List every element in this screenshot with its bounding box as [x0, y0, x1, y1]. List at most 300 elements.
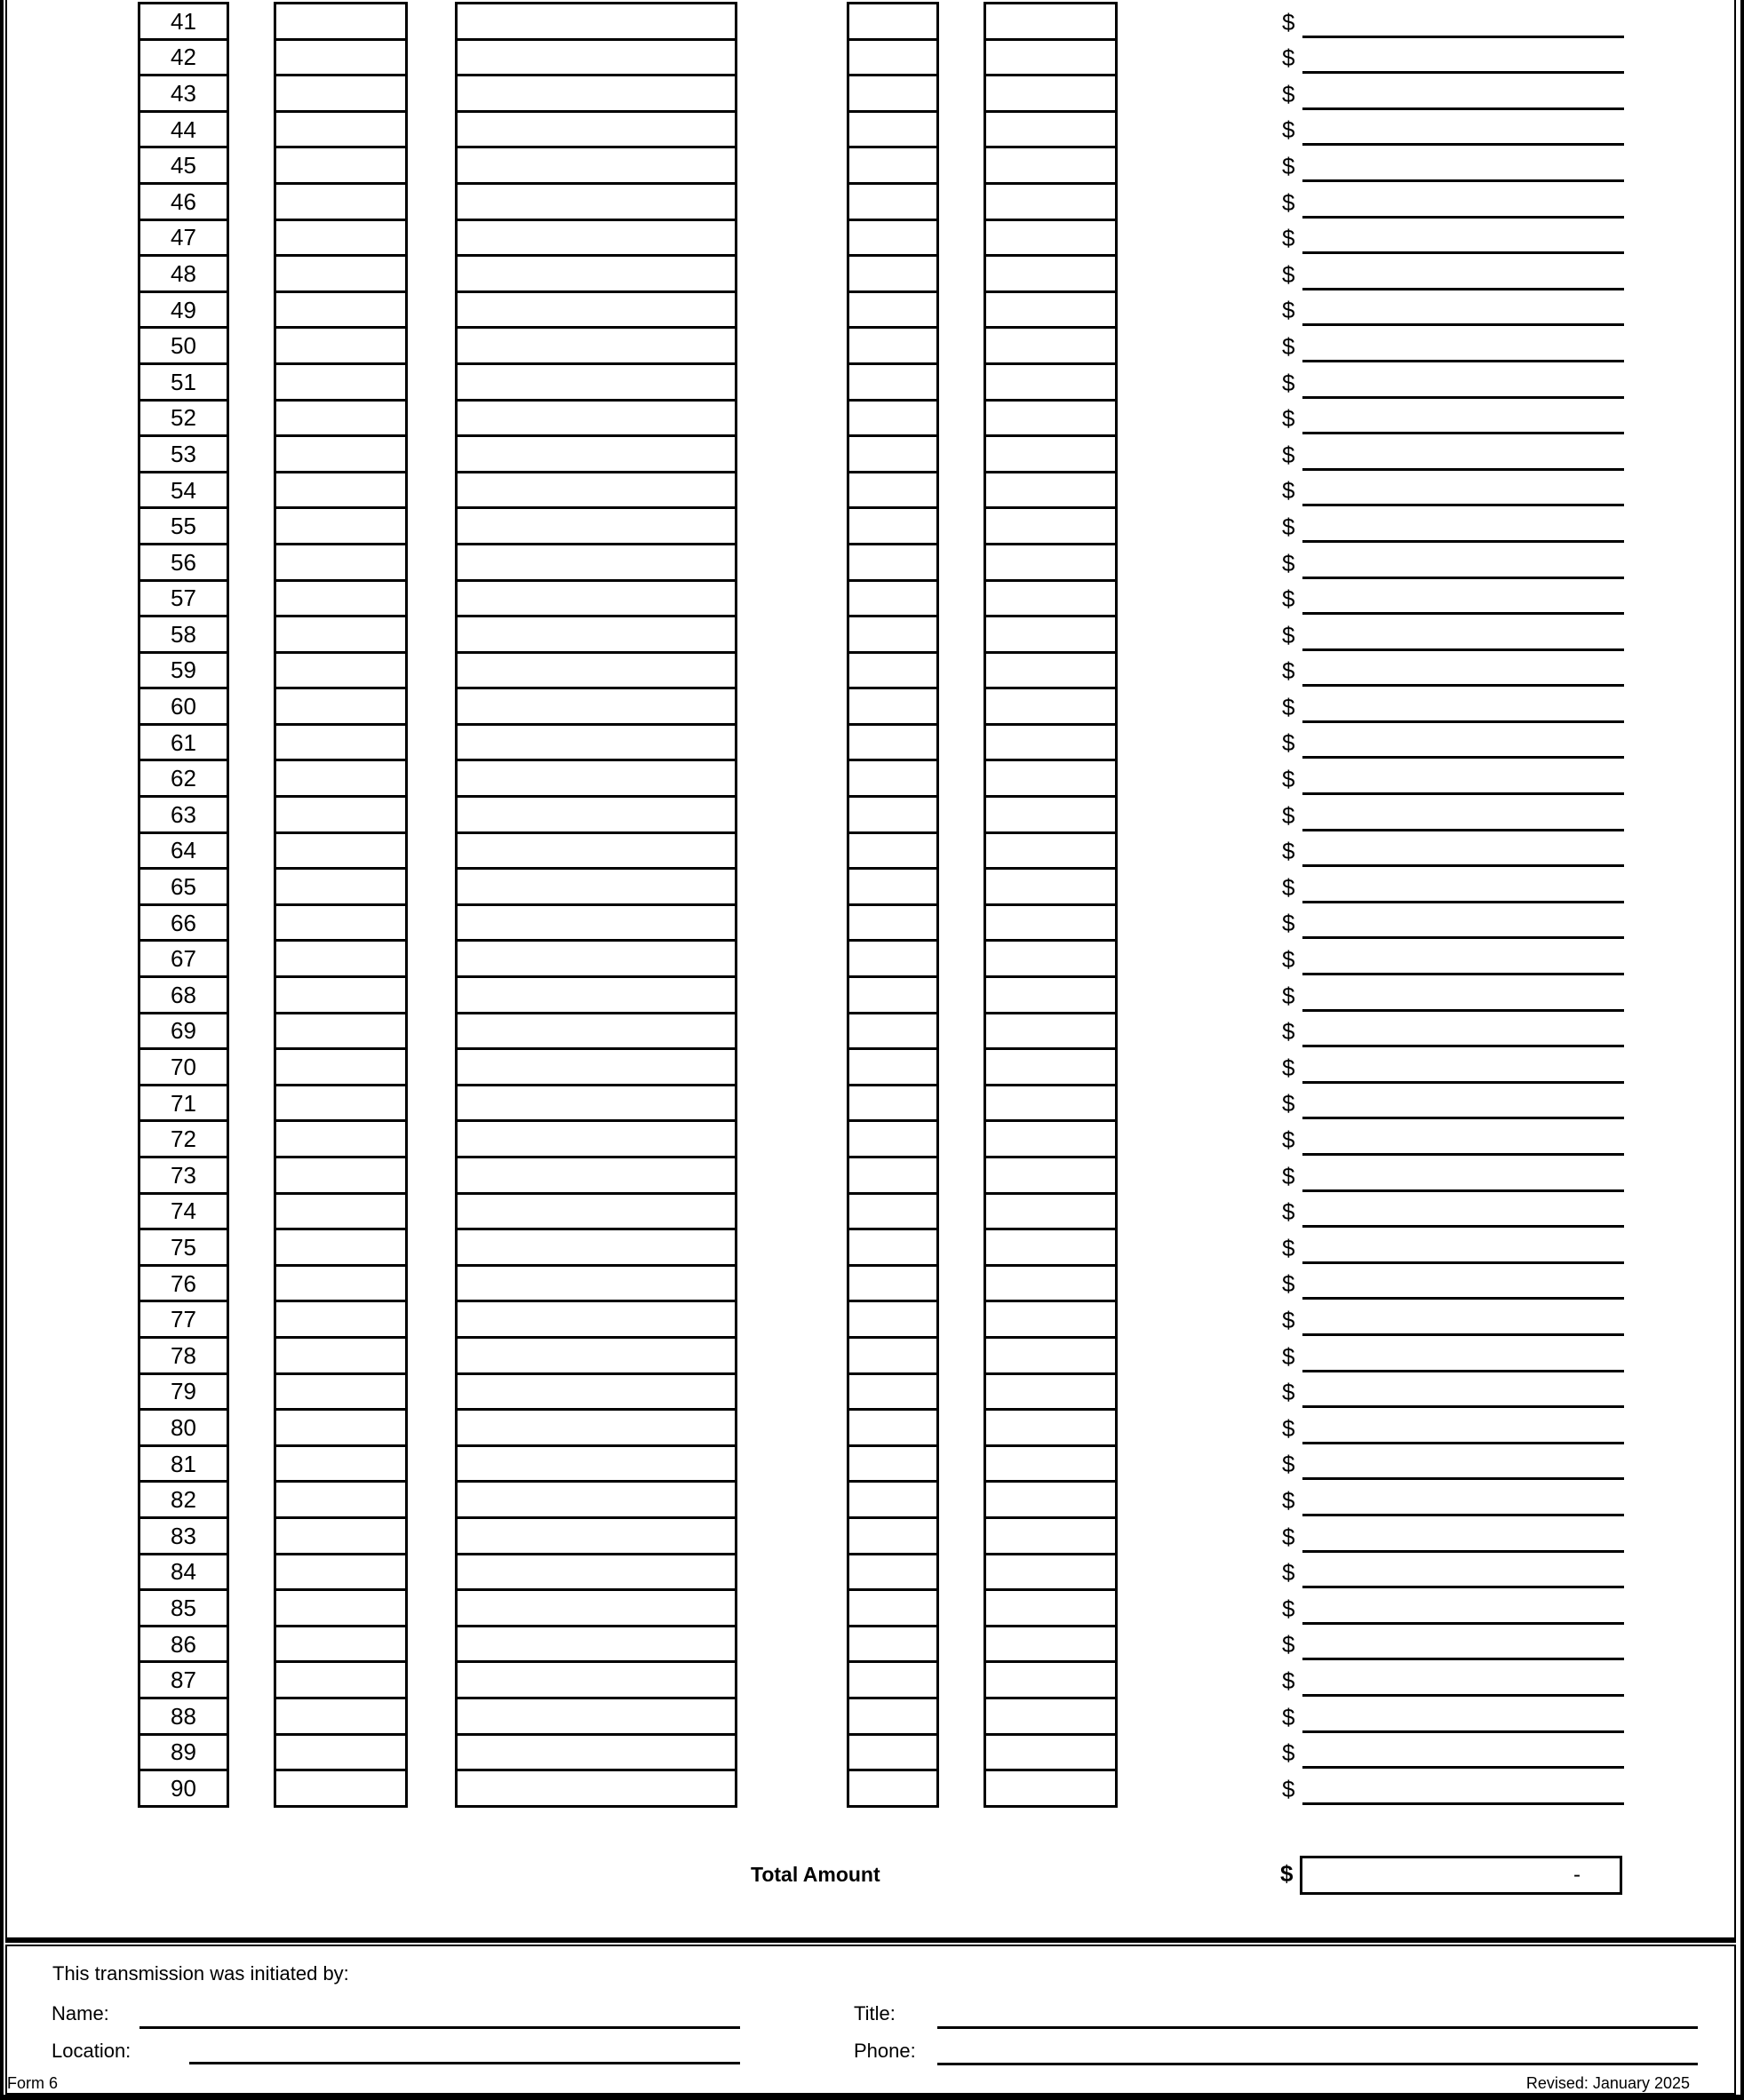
entry-cell[interactable]	[458, 1663, 735, 1699]
entry-cell[interactable]	[276, 293, 405, 330]
entry-cell[interactable]	[849, 113, 936, 149]
entry-cell[interactable]	[458, 1771, 735, 1808]
entry-column-4	[983, 2, 1118, 1808]
entry-cell[interactable]	[986, 1014, 1115, 1051]
entry-cell[interactable]	[849, 1267, 936, 1303]
row-number-cell: 57	[140, 582, 227, 618]
entry-cell[interactable]	[458, 1699, 735, 1736]
row-number-cell: 67	[140, 942, 227, 978]
entry-cell[interactable]	[849, 221, 936, 258]
amount-row	[1282, 290, 1624, 327]
entry-cell[interactable]	[458, 1483, 735, 1519]
row-number-cell: 42	[140, 41, 227, 77]
entry-cell[interactable]	[849, 1375, 936, 1412]
amount-row	[1282, 74, 1624, 110]
dollar-sign: $	[1282, 1234, 1295, 1261]
entry-cell[interactable]	[458, 906, 735, 943]
entry-cell[interactable]	[986, 1699, 1115, 1736]
entry-cell[interactable]	[849, 1195, 936, 1231]
row-number-cell: 41	[140, 4, 227, 41]
entry-cell[interactable]	[458, 221, 735, 258]
entry-cell[interactable]	[276, 1519, 405, 1555]
entry-cell[interactable]	[276, 1627, 405, 1664]
entry-cell[interactable]	[458, 617, 735, 654]
entry-cell[interactable]	[276, 1771, 405, 1808]
entry-cell[interactable]	[276, 1699, 405, 1736]
dollar-sign: $	[1282, 188, 1295, 216]
entry-cell[interactable]	[986, 402, 1115, 438]
entry-cell[interactable]	[458, 1339, 735, 1375]
dollar-sign: $	[1282, 621, 1295, 648]
entry-cell[interactable]	[458, 654, 735, 690]
entry-cell[interactable]	[458, 798, 735, 834]
row-number-cell: 43	[140, 76, 227, 113]
entry-cell[interactable]	[276, 726, 405, 762]
entry-cell[interactable]	[276, 1158, 405, 1195]
entry-cell[interactable]	[276, 582, 405, 618]
entry-cell[interactable]	[458, 870, 735, 906]
amount-row	[1282, 434, 1624, 471]
entry-cell[interactable]	[849, 1014, 936, 1051]
entry-cell[interactable]	[458, 113, 735, 149]
amount-row	[1282, 687, 1624, 723]
entry-cell[interactable]	[276, 1447, 405, 1484]
entry-cell[interactable]	[276, 834, 405, 871]
dollar-sign: $	[1282, 1090, 1295, 1118]
entry-cell[interactable]	[986, 221, 1115, 258]
dollar-sign: $	[1282, 873, 1295, 901]
entry-cell[interactable]	[276, 617, 405, 654]
entry-cell[interactable]	[276, 761, 405, 798]
entry-cell[interactable]	[276, 654, 405, 690]
entry-cell[interactable]	[986, 1411, 1115, 1447]
entry-cell[interactable]	[986, 545, 1115, 582]
entry-cell[interactable]	[849, 654, 936, 690]
entry-cell[interactable]	[458, 402, 735, 438]
entry-cell[interactable]	[849, 1086, 936, 1123]
row-number-cell: 61	[140, 726, 227, 762]
entry-cell[interactable]	[986, 1339, 1115, 1375]
amount-row	[1282, 399, 1624, 435]
entry-cell[interactable]	[986, 1230, 1115, 1267]
amount-row	[1282, 1733, 1624, 1770]
entry-cell[interactable]	[849, 1230, 936, 1267]
entry-cell[interactable]	[458, 509, 735, 545]
entry-cell[interactable]	[986, 1736, 1115, 1772]
dollar-sign: $	[1282, 1198, 1295, 1226]
entry-cell[interactable]	[458, 1519, 735, 1555]
entry-cell[interactable]	[849, 761, 936, 798]
row-number-cell: 78	[140, 1339, 227, 1375]
entry-cell[interactable]	[458, 1122, 735, 1158]
entry-cell[interactable]	[849, 1663, 936, 1699]
total-dollar-sign: $	[1280, 1860, 1294, 1887]
entry-cell[interactable]	[986, 257, 1115, 293]
dollar-sign: $	[1282, 1162, 1295, 1189]
row-number-cell: 51	[140, 365, 227, 402]
row-number-cell: 46	[140, 185, 227, 221]
entry-cell[interactable]	[458, 1375, 735, 1412]
row-number-cell: 47	[140, 221, 227, 258]
entry-cell[interactable]	[986, 473, 1115, 510]
entry-cell[interactable]	[986, 582, 1115, 618]
entry-cell[interactable]	[986, 365, 1115, 402]
entry-cell[interactable]	[458, 761, 735, 798]
entry-cell[interactable]	[849, 834, 936, 871]
title-input-line[interactable]	[937, 2026, 1698, 2029]
entry-cell[interactable]	[276, 1483, 405, 1519]
entry-cell[interactable]	[849, 257, 936, 293]
entry-cell[interactable]	[849, 76, 936, 113]
entry-cell[interactable]	[458, 1195, 735, 1231]
entry-cell[interactable]	[276, 473, 405, 510]
entry-cell[interactable]	[276, 978, 405, 1014]
entry-cell[interactable]	[276, 1122, 405, 1158]
entry-cell[interactable]	[849, 798, 936, 834]
entry-cell[interactable]	[986, 1519, 1115, 1555]
row-number-cell: 79	[140, 1375, 227, 1412]
entry-cell[interactable]	[458, 726, 735, 762]
entry-cell[interactable]	[276, 1663, 405, 1699]
entry-cell[interactable]	[458, 1627, 735, 1664]
entry-cell[interactable]	[458, 1086, 735, 1123]
row-number-cell: 53	[140, 437, 227, 473]
entry-cell[interactable]	[458, 689, 735, 726]
row-number-cell: 49	[140, 293, 227, 330]
phone-input-line[interactable]	[937, 2063, 1698, 2065]
entry-cell[interactable]	[849, 1591, 936, 1627]
dollar-sign: $	[1282, 8, 1295, 36]
entry-cell[interactable]	[849, 1519, 936, 1555]
entry-cell[interactable]	[986, 761, 1115, 798]
amount-row	[1282, 1553, 1624, 1589]
entry-cell[interactable]	[986, 329, 1115, 365]
entry-cell[interactable]	[849, 1122, 936, 1158]
row-number-cell: 83	[140, 1519, 227, 1555]
amount-row	[1282, 1300, 1624, 1336]
entry-cell[interactable]	[986, 1375, 1115, 1412]
entry-cell[interactable]	[276, 1302, 405, 1339]
entry-cell[interactable]	[458, 437, 735, 473]
dollar-sign: $	[1282, 982, 1295, 1009]
entry-cell[interactable]	[458, 1736, 735, 1772]
amount-row	[1282, 2, 1624, 38]
amount-row	[1282, 867, 1624, 903]
entry-cell[interactable]	[849, 293, 936, 330]
entry-cell[interactable]	[276, 76, 405, 113]
row-number-cell: 77	[140, 1302, 227, 1339]
page-border-right	[1740, 0, 1744, 2100]
entry-cell[interactable]	[849, 906, 936, 943]
entry-cell[interactable]	[986, 113, 1115, 149]
dollar-sign: $	[1282, 693, 1295, 720]
entry-cell[interactable]	[849, 402, 936, 438]
entry-cell[interactable]	[276, 41, 405, 77]
amount-row	[1282, 1660, 1624, 1697]
amount-row	[1282, 1372, 1624, 1409]
entry-cell[interactable]	[849, 1699, 936, 1736]
entry-cell[interactable]	[276, 365, 405, 402]
amount-row	[1282, 1264, 1624, 1301]
dollar-sign: $	[1282, 946, 1295, 974]
entry-cell[interactable]	[849, 1050, 936, 1086]
row-number-cell: 80	[140, 1411, 227, 1447]
entry-cell[interactable]	[276, 545, 405, 582]
location-label: Location:	[52, 2040, 131, 2062]
entry-cell[interactable]	[276, 437, 405, 473]
entry-cell[interactable]	[849, 1447, 936, 1484]
amount-row	[1282, 1156, 1624, 1192]
entry-cell[interactable]	[458, 1050, 735, 1086]
entry-cell[interactable]	[849, 870, 936, 906]
entry-cell[interactable]	[986, 870, 1115, 906]
entry-cell[interactable]	[458, 41, 735, 77]
row-number-cell: 59	[140, 654, 227, 690]
dollar-sign: $	[1282, 1775, 1295, 1802]
entry-cell[interactable]	[849, 365, 936, 402]
amount-row	[1282, 723, 1624, 760]
entry-cell[interactable]	[986, 76, 1115, 113]
entry-cell[interactable]	[986, 1591, 1115, 1627]
row-number-column	[138, 2, 229, 1808]
entry-cell[interactable]	[986, 1302, 1115, 1339]
entry-cell[interactable]	[849, 1627, 936, 1664]
entry-cell[interactable]	[276, 906, 405, 943]
entry-cell[interactable]	[276, 113, 405, 149]
entry-cell[interactable]	[458, 76, 735, 113]
entry-cell[interactable]	[849, 582, 936, 618]
dollar-sign: $	[1282, 1379, 1295, 1406]
dollar-sign: $	[1282, 1739, 1295, 1767]
entry-cell[interactable]	[276, 1339, 405, 1375]
entry-cell[interactable]	[986, 1483, 1115, 1519]
page-border-left	[0, 0, 4, 2100]
dollar-sign: $	[1282, 1306, 1295, 1333]
row-number-cell: 81	[140, 1447, 227, 1484]
entry-cell[interactable]	[276, 185, 405, 221]
row-number-cell: 88	[140, 1699, 227, 1736]
entry-cell[interactable]	[458, 582, 735, 618]
total-amount-value: -	[1573, 1863, 1581, 1887]
entry-cell[interactable]	[458, 329, 735, 365]
entry-cell[interactable]	[458, 1267, 735, 1303]
name-input-line[interactable]	[139, 2026, 740, 2029]
entry-cell[interactable]	[849, 942, 936, 978]
entry-cell[interactable]	[458, 473, 735, 510]
entry-cell[interactable]	[986, 148, 1115, 185]
amount-row	[1282, 1625, 1624, 1661]
entry-cell[interactable]	[276, 1555, 405, 1592]
row-number-cell: 69	[140, 1014, 227, 1051]
entry-cell[interactable]	[276, 221, 405, 258]
entry-cell[interactable]	[849, 1339, 936, 1375]
entry-cell[interactable]	[986, 942, 1115, 978]
name-label: Name:	[52, 2002, 109, 2024]
entry-cell[interactable]	[986, 1195, 1115, 1231]
entry-cell[interactable]	[849, 617, 936, 654]
entry-cell[interactable]	[276, 1411, 405, 1447]
row-number-cell: 89	[140, 1736, 227, 1772]
dollar-sign: $	[1282, 44, 1295, 72]
entry-cell[interactable]	[849, 509, 936, 545]
entry-cell[interactable]	[986, 834, 1115, 871]
row-number-cell: 45	[140, 148, 227, 185]
entry-cell[interactable]	[276, 1195, 405, 1231]
dollar-sign: $	[1282, 1559, 1295, 1587]
entry-cell[interactable]	[849, 4, 936, 41]
entry-cell[interactable]	[458, 834, 735, 871]
entry-cell[interactable]	[849, 1411, 936, 1447]
entry-cell[interactable]	[276, 329, 405, 365]
entry-cell[interactable]	[276, 798, 405, 834]
entry-cell[interactable]	[849, 1483, 936, 1519]
entry-cell[interactable]	[986, 1050, 1115, 1086]
entry-cell[interactable]	[276, 1591, 405, 1627]
row-number-cell: 63	[140, 798, 227, 834]
dollar-sign: $	[1282, 116, 1295, 144]
entry-cell[interactable]	[986, 798, 1115, 834]
entry-cell[interactable]	[276, 689, 405, 726]
entry-cell[interactable]	[986, 617, 1115, 654]
entry-cell[interactable]	[986, 1122, 1115, 1158]
entry-cell[interactable]	[458, 1591, 735, 1627]
dollar-sign: $	[1282, 1054, 1295, 1081]
entry-cell[interactable]	[458, 545, 735, 582]
total-amount-box[interactable]	[1300, 1856, 1622, 1895]
row-number-cell: 87	[140, 1663, 227, 1699]
entry-cell[interactable]	[458, 4, 735, 41]
amount-row	[1282, 615, 1624, 651]
entry-cell[interactable]	[986, 41, 1115, 77]
dollar-sign: $	[1282, 1703, 1295, 1730]
entry-cell[interactable]	[849, 437, 936, 473]
entry-cell[interactable]	[849, 473, 936, 510]
page-border-bottom	[0, 2095, 1744, 2100]
entry-cell[interactable]	[986, 654, 1115, 690]
amount-row	[1282, 1444, 1624, 1481]
entry-cell[interactable]	[458, 1411, 735, 1447]
entry-cell[interactable]	[458, 1302, 735, 1339]
dollar-sign: $	[1282, 1666, 1295, 1694]
entry-cell[interactable]	[458, 1014, 735, 1051]
dollar-sign: $	[1282, 1595, 1295, 1622]
entry-column-1	[274, 2, 408, 1808]
entry-cell[interactable]	[276, 402, 405, 438]
entry-cell[interactable]	[849, 329, 936, 365]
entry-cell[interactable]	[276, 870, 405, 906]
amount-row	[1282, 326, 1624, 362]
entry-cell[interactable]	[986, 1555, 1115, 1592]
entry-cell[interactable]	[849, 689, 936, 726]
dollar-sign: $	[1282, 80, 1295, 107]
entry-cell[interactable]	[276, 1736, 405, 1772]
entry-column-2	[455, 2, 737, 1808]
entry-cell[interactable]	[986, 509, 1115, 545]
entry-cell[interactable]	[986, 1158, 1115, 1195]
row-number-cell: 64	[140, 834, 227, 871]
dollar-sign: $	[1282, 1631, 1295, 1659]
dollar-sign: $	[1282, 766, 1295, 793]
entry-cell[interactable]	[986, 4, 1115, 41]
entry-cell[interactable]	[986, 1267, 1115, 1303]
entry-cell[interactable]	[849, 41, 936, 77]
amount-row	[1282, 362, 1624, 399]
entry-cell[interactable]	[986, 1663, 1115, 1699]
entry-cell[interactable]	[849, 1302, 936, 1339]
entry-cell[interactable]	[276, 148, 405, 185]
dollar-sign: $	[1282, 1451, 1295, 1478]
row-number-cell: 75	[140, 1230, 227, 1267]
entry-cell[interactable]	[458, 365, 735, 402]
entry-cell[interactable]	[276, 4, 405, 41]
location-input-line[interactable]	[189, 2062, 740, 2064]
entry-cell[interactable]	[276, 257, 405, 293]
entry-cell[interactable]	[458, 978, 735, 1014]
entry-cell[interactable]	[849, 726, 936, 762]
entry-cell[interactable]	[849, 185, 936, 221]
entry-cell[interactable]	[276, 1230, 405, 1267]
entry-cell[interactable]	[276, 1050, 405, 1086]
entry-cell[interactable]	[849, 1555, 936, 1592]
entry-cell[interactable]	[276, 1086, 405, 1123]
amount-row	[1282, 110, 1624, 147]
entry-cell[interactable]	[986, 689, 1115, 726]
entry-cell[interactable]	[458, 293, 735, 330]
row-number-cell: 55	[140, 509, 227, 545]
entry-cell[interactable]	[276, 1014, 405, 1051]
row-number-cell: 62	[140, 761, 227, 798]
entry-cell[interactable]	[458, 1158, 735, 1195]
entry-cell[interactable]	[849, 978, 936, 1014]
entry-cell[interactable]	[986, 726, 1115, 762]
entry-cell[interactable]	[276, 509, 405, 545]
entry-cell[interactable]	[458, 257, 735, 293]
entry-cell[interactable]	[458, 1447, 735, 1484]
entry-cell[interactable]	[458, 148, 735, 185]
entry-cell[interactable]	[986, 1627, 1115, 1664]
entry-cell[interactable]	[986, 185, 1115, 221]
entry-cell[interactable]	[458, 185, 735, 221]
amount-row	[1282, 1192, 1624, 1229]
entry-cell[interactable]	[986, 1771, 1115, 1808]
entry-cell[interactable]	[849, 1158, 936, 1195]
row-number-cell: 44	[140, 113, 227, 149]
phone-label: Phone:	[854, 2040, 916, 2062]
entry-cell[interactable]	[458, 1230, 735, 1267]
amount-row	[1282, 975, 1624, 1012]
entry-cell[interactable]	[986, 437, 1115, 473]
entry-cell[interactable]	[986, 293, 1115, 330]
entry-cell[interactable]	[849, 545, 936, 582]
amount-input-line[interactable]	[1302, 1802, 1624, 1805]
entry-cell[interactable]	[986, 1447, 1115, 1484]
row-number-cell: 82	[140, 1483, 227, 1519]
amount-column	[1282, 2, 1624, 1805]
entry-cell[interactable]	[986, 1086, 1115, 1123]
entry-cell[interactable]	[458, 1555, 735, 1592]
entry-cell[interactable]	[849, 1771, 936, 1808]
entry-cell[interactable]	[986, 978, 1115, 1014]
entry-cell[interactable]	[849, 1736, 936, 1772]
row-number-cell: 74	[140, 1195, 227, 1231]
transmission-intro-text: This transmission was initiated by:	[52, 1962, 349, 1985]
entry-cell[interactable]	[849, 148, 936, 185]
entry-cell[interactable]	[276, 942, 405, 978]
entry-cell[interactable]	[276, 1375, 405, 1412]
entry-cell[interactable]	[458, 942, 735, 978]
entry-cell[interactable]	[276, 1267, 405, 1303]
entry-cell[interactable]	[986, 906, 1115, 943]
